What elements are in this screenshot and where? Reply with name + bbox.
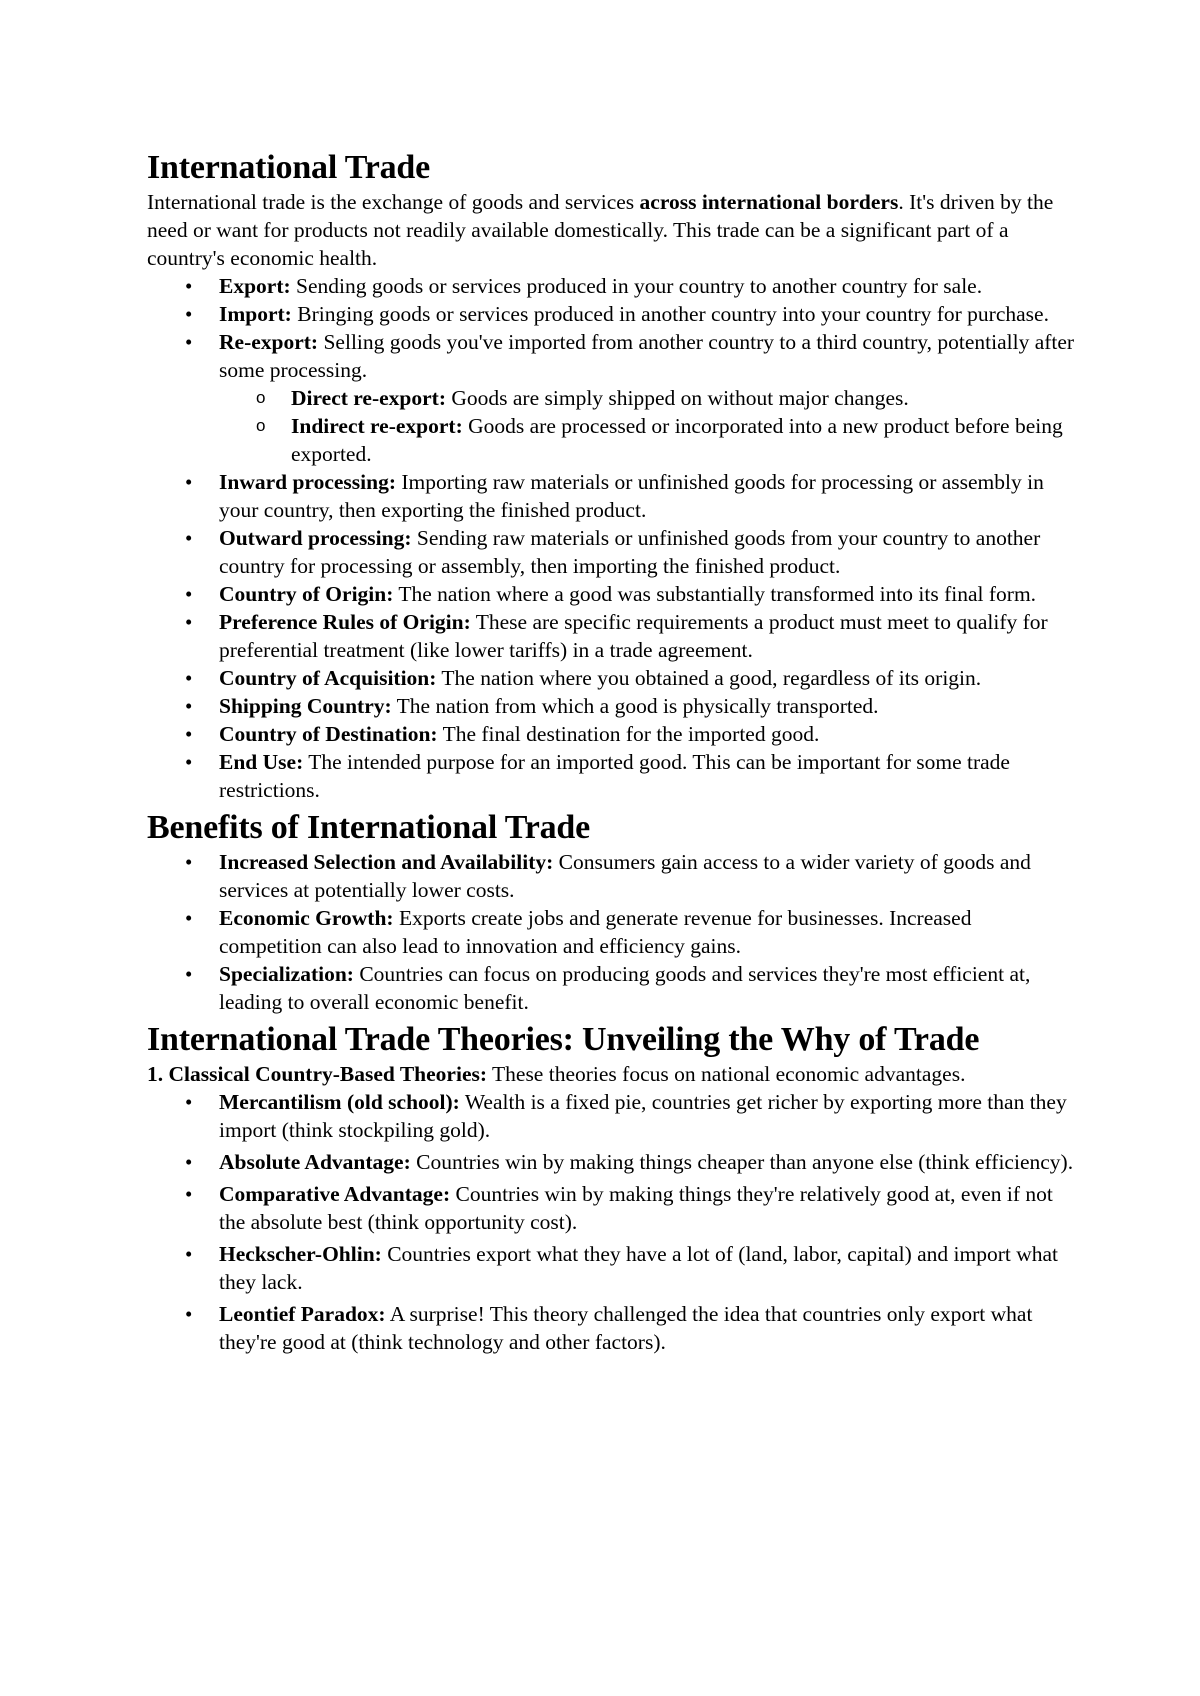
bullet-icon: •	[185, 1302, 193, 1326]
list-item	[147, 580, 1077, 608]
definition: The intended purpose for an imported good. This can be important for some trade restrictions.	[219, 750, 1010, 802]
definition: Goods are processed or incorporated into a new product before being exported.	[291, 414, 1063, 466]
definition: These are specific requirements a product must meet to qualify for preferential treatment (like lower tariffs) in a trade agreement.	[219, 610, 1048, 662]
list-item	[147, 1240, 1077, 1296]
term: Comparative Advantage:	[219, 1182, 451, 1206]
list-item	[147, 748, 1077, 804]
bullet-icon: •	[185, 962, 193, 986]
term: Direct re-export:	[291, 386, 446, 410]
bullet-icon: •	[185, 1242, 193, 1266]
list-item	[147, 1088, 1077, 1144]
list-item	[147, 904, 1077, 960]
bullet-icon: •	[185, 330, 193, 354]
bullet-icon: •	[185, 610, 193, 634]
definition: Goods are simply shipped on without major changes.	[446, 386, 909, 410]
lead-text: These theories focus on national economic advantages.	[487, 1062, 966, 1086]
bullet-icon: •	[185, 722, 193, 746]
term: Re-export:	[219, 330, 319, 354]
term: Country of Destination:	[219, 722, 438, 746]
term: Specialization:	[219, 962, 354, 986]
term: Import:	[219, 302, 292, 326]
term: Heckscher-Ohlin:	[219, 1242, 382, 1266]
intro-bold-text: across international borders	[639, 190, 899, 214]
bullet-icon: •	[185, 302, 193, 326]
document-page	[147, 148, 1077, 1360]
definition: Exports create jobs and generate revenue for businesses. Increased competition can also lead to innovation and efficiency gains.	[219, 906, 972, 958]
list-item	[147, 524, 1077, 580]
bullet-icon: •	[185, 582, 193, 606]
definition: Countries export what they have a lot of (land, labor, capital) and import what they lack.	[219, 1242, 1059, 1294]
bullet-icon: •	[185, 850, 193, 874]
definition: The nation where a good was substantially transformed into its final form.	[393, 582, 1037, 606]
list-item	[147, 272, 1077, 300]
definition: Selling goods you've imported from another country to a third country, potentially after some processing.	[219, 330, 1075, 382]
intro-text-rest: . It's driven by the need or want for products not readily available domestically. This trade can be a significant part of a country's economic health.	[147, 190, 1054, 270]
list-item	[147, 608, 1077, 664]
list-item	[147, 720, 1077, 748]
list-item	[147, 664, 1077, 692]
definition: Importing raw materials or unfinished goods for processing or assembly in your country, then exporting the finished product.	[219, 470, 1044, 522]
list-item	[147, 1180, 1077, 1236]
definition: Wealth is a fixed pie, countries get richer by exporting more than they import (think stockpiling gold).	[219, 1090, 1067, 1142]
term: Preference Rules of Origin:	[219, 610, 471, 634]
sub-bullet-icon: o	[256, 416, 266, 435]
intro-text: International trade is the exchange of goods and services	[147, 190, 640, 214]
theories-lead-paragraph	[147, 1060, 1077, 1088]
definition: Consumers gain access to a wider variety of goods and services at potentially lower costs.	[219, 850, 1031, 902]
theories-list	[147, 1088, 1077, 1356]
bullet-icon: •	[185, 470, 193, 494]
benefits-list	[147, 848, 1077, 1016]
sub-list-item	[219, 412, 1077, 468]
list-item	[147, 848, 1077, 904]
list-item	[147, 300, 1077, 328]
bullet-icon: •	[185, 1090, 193, 1114]
definition: A surprise! This theory challenged the idea that countries only export what they're good at (think technology and other factors).	[219, 1302, 1033, 1354]
heading-international-trade: International Trade	[147, 149, 431, 186]
term: Mercantilism (old school):	[219, 1090, 460, 1114]
list-item	[147, 468, 1077, 524]
heading-trade-theories: International Trade Theories: Unveiling the Why of Trade	[147, 1021, 980, 1058]
list-item	[147, 328, 1077, 468]
lead-term: 1. Classical Country-Based Theories:	[147, 1062, 488, 1086]
bullet-icon: •	[185, 750, 193, 774]
bullet-icon: •	[185, 1182, 193, 1206]
sub-list-item	[219, 384, 1077, 412]
definition: Bringing goods or services produced in another country into your country for purchase.	[291, 302, 1049, 326]
term: Shipping Country:	[219, 694, 392, 718]
term: Inward processing:	[219, 470, 396, 494]
definition: Countries can focus on producing goods and services they're most efficient at, leading to overall economic benefit.	[219, 962, 1031, 1014]
list-item	[147, 1148, 1077, 1176]
intro-paragraph	[147, 188, 1077, 272]
term: Export:	[219, 274, 291, 298]
list-item	[147, 1300, 1077, 1356]
bullet-icon: •	[185, 1150, 193, 1174]
definition: The final destination for the imported good.	[437, 722, 820, 746]
re-export-sublist	[219, 384, 1077, 468]
definition: Sending goods or services produced in your country to another country for sale.	[290, 274, 983, 298]
definition: The nation where you obtained a good, regardless of its origin.	[436, 666, 982, 690]
term: Outward processing:	[219, 526, 412, 550]
term: Country of Origin:	[219, 582, 394, 606]
bullet-icon: •	[185, 906, 193, 930]
term: End Use:	[219, 750, 304, 774]
term: Leontief Paradox:	[219, 1302, 386, 1326]
term: Absolute Advantage:	[219, 1150, 411, 1174]
term: Country of Acquisition:	[219, 666, 437, 690]
sub-bullet-icon: o	[256, 388, 266, 407]
term: Economic Growth:	[219, 906, 394, 930]
bullet-icon: •	[185, 274, 193, 298]
term: Indirect re-export:	[291, 414, 463, 438]
definition: The nation from which a good is physically transported.	[391, 694, 879, 718]
definition: Countries win by making things cheaper than anyone else (think efficiency).	[410, 1150, 1074, 1174]
trade-terms-list	[147, 272, 1077, 804]
list-item	[147, 692, 1077, 720]
term: Increased Selection and Availability:	[219, 850, 554, 874]
bullet-icon: •	[185, 694, 193, 718]
definition: Countries win by making things they're relatively good at, even if not the absolute best (think opportunity cost).	[219, 1182, 1053, 1234]
list-item	[147, 960, 1077, 1016]
definition: Sending raw materials or unfinished goods from your country to another country for processing or assembly, then importing the finished product.	[219, 526, 1041, 578]
bullet-icon: •	[185, 666, 193, 690]
bullet-icon: •	[185, 526, 193, 550]
heading-benefits: Benefits of International Trade	[147, 809, 591, 846]
